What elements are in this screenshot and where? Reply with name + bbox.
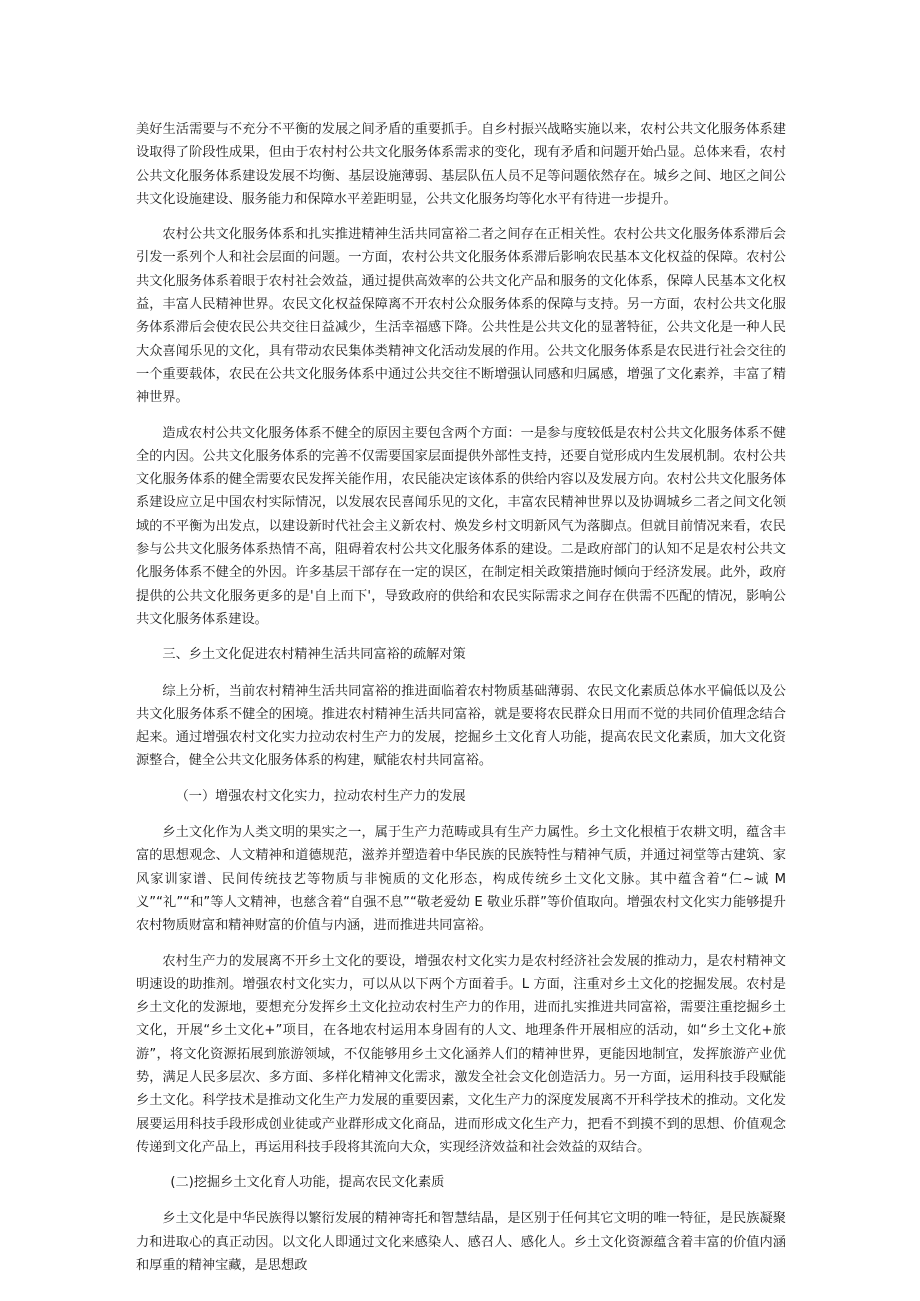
paragraph-continued: 美好生活需要与不充分不平衡的发展之间矛盾的重要抓手。自乡村振兴战略实施以来，农村公共文化服务体系建设取得了阶段性成果，但由于农村村公共文化服务体系需求的变化，现有矛盾和问题开始凸显。总体来看，农村公共文化服务体系建设发展不均衡、基层设施薄弱、基层队伍人员不足等问题依然存在。城乡之间、地区之间公共文化设施建设、服务能力和保障水平差距明显，公共文化服务均等化水平有待进一步提升。 — [136, 122, 786, 207]
paragraph: 乡土文化是中华民族得以繁衍发展的精神寄托和智慧结晶，是区别于任何其它文明的唯一特征，是民族凝聚力和进取心的真正动因。以文化人即通过文化来感染人、感召人、感化人。乡土文化资源蕴含着丰富的价值内涵和厚重的精神宝藏，是思想政 — [136, 1211, 786, 1274]
subsection-heading: (二)挖掘乡土文化育人功能，提高农民文化素质 — [170, 1175, 445, 1191]
paragraph: 乡土文化作为人类文明的果实之一，属于生产力范畴或具有生产力属性。乡土文化根植于农耕文明，蕴含丰富的思想观念、人文精神和道德规范，滋养并塑造着中华民族的民族特性与精神气质，并通过祠堂等古建筑、家风家训家谱、民间传统技艺等物质与非惋质的文化形态，构成传统乡土文化文脉。其中蕴含着“仁~诚 M 义”“礼”“和”等人文精神，也慈含着“自强不息”“敬老爱幼 E 敬业乐群”等价值取向。增强农村文化实力能够提升农村物质财富和精神财富的价值与内涵，进而推进共同富裕。 — [136, 825, 786, 934]
paragraph: 农村生产力的发展离不开乡土文化的要设，增强农村文化实力是农村经济社会发展的推动力，是农村精神文明速设的助推剂。增强农村文化实力，可以从以下两个方面着手。L 方面，注重对乡土文化的挖掘发展。农村是乡土文化的发源地，要想充分发挥乡土文化拉动农村生产力的作用，进而扎实推进共同富裕，需要注重挖掘乡土文化，开展“乡土文化+”项目，在各地农村运用本身固有的人文、地理条件开展相应的活动，如“乡土文化+旅游”，将文化资源拓展到旅游领域，不仅能够用乡土文化涵养人们的精神世界，更能因地制宜，发挥旅游产业优势，满足人民多层次、多方面、多样化精神文化需求，激发全社会文化创造活力。另一方面，运用科技手段赋能乡土文化。科学技术是推动文化生产力发展的重要因素，文化生产力的深度发展离不开科学技术的推动。文化发展要运用科技手段形成创业徒或产业群形成文化商品，进而形成文化生产力，把看不到摸不到的思想、价值观念传递到文化产品上，再运用科技手段将其流向大众，实现经济效益和社会效益的双结合。 — [136, 953, 786, 1155]
paragraph: 综上分析，当前农村精神生活共同富裕的推进面临着农村物质基础薄弱、农民文化素质总体水平偏低以及公共文化服务体系不健全的困境。推进农村精神生活共同富裕，就是要将农民群众日用而不觉的共同价值理念结合起来。通过增强农村文化实力拉动农村生产力的发展，挖掘乡土文化育人功能，提高农民文化素质，加大文化资源整合，健全公共文化服务体系的构建，赋能农村共同富裕。 — [136, 683, 786, 769]
subsection-heading: （一）增强农村文化实力，拉动农村生产力的发展 — [175, 788, 466, 804]
paragraph: 造成农村公共文化服务体系不健全的原因主要包含两个方面：一是参与度较低是农村公共文化服务体系不健全的内因。公共文化服务体系的完善不仅需要国家层面提供外部性支持，还要自觉形成内生发展机制。农村公共文化服务体系的健全需要农民发挥关能作用，农民能决定该体系的供给内容以及发展方向。农村公共文化服务体系建设应立足中国农村实际情况，以发展农民喜闻乐见的文化，丰富农民精神世界以及协调城乡二者之间文化领域的不平衡为出发点，以建设新时代社会主义新农村、焕发乡村文明新风气为落脚点。但就目前情况来看，农民参与公共文化服务体系热情不高，阻碍着农村公共文化服务体系的建设。二是政府部门的认知不足是农村公共文化服务体系不健全的外因。许多基层干部存在一定的误区，在制定相关政策措施时倾向于经济发展。此外，政府提供的公共文化服务更多的是'自上而下'，导致政府的供给和农民实际需求之间存在供需不匹配的情况，影响公共文化服务体系建设。 — [136, 425, 786, 627]
section-heading: 三、乡土文化促进农村精神生活共同富裕的疏解对策 — [162, 647, 466, 663]
document-page — [136, 118, 786, 1289]
paragraph: 农村公共文化服务体系和扎实推进精神生活共同富裕二者之间存在正相关性。农村公共文化服务体系滞后会引发一系列个人和社会层面的问题。一方面，农村公共文化服务体系滞后影响农民基本文化权益的保障。农村公共文化服务体系着眼于农村社会效益，通过提供高效率的公共文化产品和服务的文化体系，保障人民基本文化权益，丰富人民精神世界。农民文化权益保障离不开农村公众服务体系的保障与支持。另一方面，农村公共文化服务体系滞后会使农民公共交往日益减少，生活幸福感下降。公共性是公共文化的显著特征，公共文化是一种人民大众喜闻乐见的文化，具有带动农民集体类精神文化活动发展的作用。公共文化服务体系是农民进行社会交往的一个重要载体，农民在公共文化服务体系中通过公共交往不断增强认同感和归属感，增强了文化素养，丰富了精神世界。 — [136, 227, 786, 406]
